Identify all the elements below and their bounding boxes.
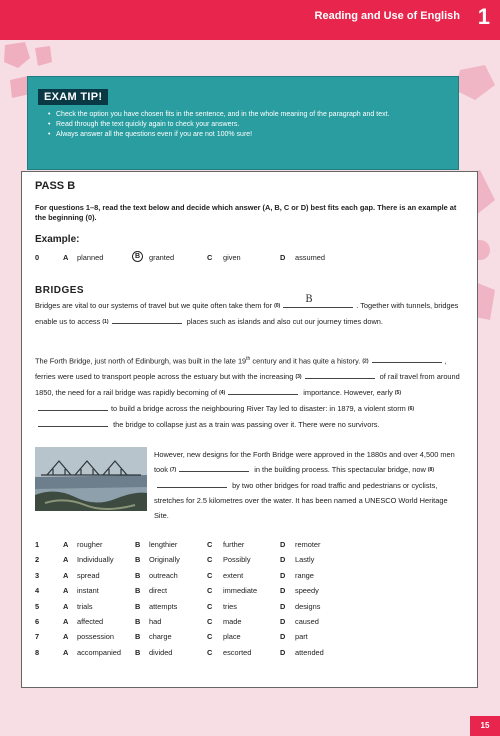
text: The Forth Bridge, just north of Edinburgh, was built in the late 19 <box>35 356 247 366</box>
gap-6[interactable] <box>38 418 108 427</box>
option-text[interactable]: escorted <box>223 647 252 657</box>
answer-row <box>35 540 465 553</box>
option-text[interactable]: Individually <box>77 555 114 565</box>
option-letter: B <box>135 601 141 611</box>
question-number: 2 <box>35 555 40 565</box>
option-letter: B <box>135 617 141 626</box>
gap-number: (6) <box>407 406 415 413</box>
tip-item: • Read through the text quickly again to check your answers. <box>48 120 458 130</box>
option-letter: D <box>280 586 286 596</box>
gap-1[interactable] <box>112 315 182 324</box>
option-letter: A <box>63 586 69 596</box>
option-text[interactable]: range <box>295 570 314 580</box>
paragraph-3 <box>154 447 464 523</box>
selected-option-circle: B <box>132 251 143 262</box>
question-number: 4 <box>35 586 40 596</box>
option-letter: B <box>135 570 141 580</box>
option-letter: A <box>63 570 69 580</box>
option-letter: A <box>63 253 69 262</box>
option-letter: D <box>280 632 286 642</box>
exam-tip-list <box>48 110 458 140</box>
option-text[interactable]: accompanied <box>77 647 121 657</box>
option-letter: A <box>63 555 69 565</box>
answer-row <box>35 632 465 645</box>
option-text: given <box>223 253 241 262</box>
option-letter: D <box>280 617 286 626</box>
gap-number: (7) <box>170 467 177 473</box>
gap-number: (3) <box>295 374 302 381</box>
option-text[interactable]: spread <box>77 570 100 580</box>
question-number: 3 <box>35 570 40 580</box>
option-text[interactable]: part <box>295 632 308 642</box>
option-letter: C <box>207 647 213 657</box>
question-number: 8 <box>35 647 40 657</box>
header-bar <box>0 0 500 40</box>
option-letter: B <box>135 540 141 549</box>
question-number: 7 <box>35 632 40 642</box>
option-text[interactable]: charge <box>149 632 172 642</box>
tip-item: • Check the option you have chosen fits in the sentence, and in the whole meaning of the paragraph and text. <box>48 110 458 120</box>
option-letter: A <box>63 632 69 642</box>
option-letter: C <box>207 632 213 642</box>
option-text[interactable]: made <box>223 617 242 626</box>
text: , ferries were used to transport people across the estuary but with the increasing <box>35 356 447 382</box>
option-text[interactable]: had <box>149 617 162 626</box>
option-letter: A <box>63 601 69 611</box>
gap-5[interactable] <box>38 402 108 411</box>
text: to build a bridge across the neighbouring River Tay led to disaster: in 1879, a violent storm <box>111 404 406 414</box>
gap-8[interactable] <box>157 479 227 488</box>
option-letter: C <box>207 601 213 611</box>
option-text[interactable]: remoter <box>295 540 321 549</box>
question-number: 1 <box>35 540 40 549</box>
option-text[interactable]: Possibly <box>223 555 251 565</box>
option-letter: A <box>63 540 69 549</box>
option-text[interactable]: immediate <box>223 586 258 596</box>
paragraph-1 <box>35 294 465 330</box>
text: in the building process. This spectacular bridge, now <box>254 465 426 474</box>
question-number: 6 <box>35 617 40 626</box>
gap-number: (5) <box>394 390 401 397</box>
option-text[interactable]: extent <box>223 570 244 580</box>
option-letter: B <box>135 647 141 657</box>
text: importance. However, early <box>303 388 393 398</box>
option-text[interactable]: designs <box>295 601 321 611</box>
gap-number: (2) <box>362 358 369 365</box>
text: However, new designs for the Forth Bridge were approved in the 1880s and over 4,500 men took <box>154 450 455 474</box>
option-text[interactable]: trials <box>77 601 93 611</box>
option-text[interactable]: further <box>223 540 245 549</box>
page-number: 15 <box>470 716 500 736</box>
option-letter: B <box>135 586 141 596</box>
paragraph-2 <box>35 352 465 432</box>
option-letter: C <box>207 586 213 596</box>
text-heading: BRIDGES <box>35 285 85 296</box>
example-heading: Example: <box>35 234 80 245</box>
answer-row <box>35 555 465 568</box>
option-text[interactable]: caused <box>295 617 319 626</box>
gap-7[interactable] <box>179 463 249 472</box>
section-title: Reading and Use of English <box>314 10 460 22</box>
option-letter: C <box>207 570 213 580</box>
gap-number: (1) <box>102 319 109 325</box>
option-text[interactable]: direct <box>149 586 168 596</box>
option-text[interactable]: attempts <box>149 601 178 611</box>
superscript: th <box>246 356 251 362</box>
option-text: assumed <box>295 253 325 262</box>
exercise-heading: PASS B <box>35 180 76 192</box>
option-text[interactable]: Lastly <box>295 555 315 565</box>
gap-2[interactable] <box>372 354 442 363</box>
option-text[interactable]: possession <box>77 632 114 642</box>
answer-row <box>35 571 465 584</box>
option-letter: B <box>135 555 141 565</box>
option-text[interactable]: speedy <box>295 586 319 596</box>
option-text[interactable]: attended <box>295 647 324 657</box>
gap-number: (4) <box>219 390 226 397</box>
option-letter: A <box>63 647 69 657</box>
option-letter: C <box>207 555 213 565</box>
text: places such as islands and also cut our journey times down. <box>186 317 383 326</box>
text: of rail travel from around 1850, the need for a rail bridge was rapidly becoming of <box>35 372 460 398</box>
answer-row <box>35 617 465 630</box>
exercise-instructions: For questions 1–8, read the text below and decide which answer (A, B, C or D) best fits each gap. There is an example at the beginning (0). <box>35 203 457 222</box>
option-letter: D <box>280 253 286 262</box>
text: by two other bridges for road traffic and pedestrians or cyclists, stretches for 2.5 kilometres over the water. It has been named a UNESCO World Heritage Site. <box>154 481 448 520</box>
option-text: planned <box>77 253 104 262</box>
option-text[interactable]: instant <box>77 586 99 596</box>
gap-4[interactable] <box>228 386 298 395</box>
gap-number: (8) <box>427 467 435 473</box>
option-text[interactable]: divided <box>149 647 173 657</box>
example-row <box>35 253 465 266</box>
example-number: 0 <box>35 253 40 262</box>
answer-row <box>35 648 465 661</box>
option-letter: C <box>207 617 213 626</box>
option-letter: C <box>207 253 213 262</box>
text: Bridges are vital to our systems of travel but we quite often take them for <box>35 301 273 310</box>
unit-number: 1 <box>477 4 490 29</box>
option-text[interactable]: Originally <box>149 555 180 565</box>
text: century and it has quite a history. <box>252 356 361 366</box>
text: . Together with tunnels, bridges enable us to access <box>35 301 459 326</box>
option-text[interactable]: place <box>223 632 241 642</box>
option-text[interactable]: rougher <box>77 540 103 549</box>
option-letter: D <box>280 555 286 565</box>
tip-item: • Always answer all the questions even if you are not 100% sure! <box>48 130 458 140</box>
forth-bridge-photo <box>35 447 147 511</box>
option-letter: D <box>280 570 286 580</box>
handwritten-answer: B <box>305 294 313 305</box>
option-text: granted <box>149 253 175 262</box>
gap-0 <box>283 294 353 308</box>
text: the bridge to collapse just as a train was passing over it. There were no survivors. <box>113 420 380 430</box>
option-letter: D <box>280 601 286 611</box>
gap-3[interactable] <box>305 370 375 379</box>
gap-number: (0) <box>274 303 281 309</box>
answer-row <box>35 586 465 599</box>
option-letter: D <box>280 647 286 657</box>
question-number: 5 <box>35 601 40 611</box>
option-text[interactable]: affected <box>77 617 104 626</box>
option-letter: D <box>280 540 286 549</box>
answer-row <box>35 602 465 615</box>
option-text[interactable]: lengthier <box>149 540 178 549</box>
option-letter: A <box>63 617 69 626</box>
exam-tip-badge: EXAM TIP! <box>38 89 108 105</box>
option-letter: C <box>207 540 213 549</box>
option-text[interactable]: outreach <box>149 570 178 580</box>
option-letter: B <box>135 632 141 642</box>
option-text[interactable]: tries <box>223 601 237 611</box>
